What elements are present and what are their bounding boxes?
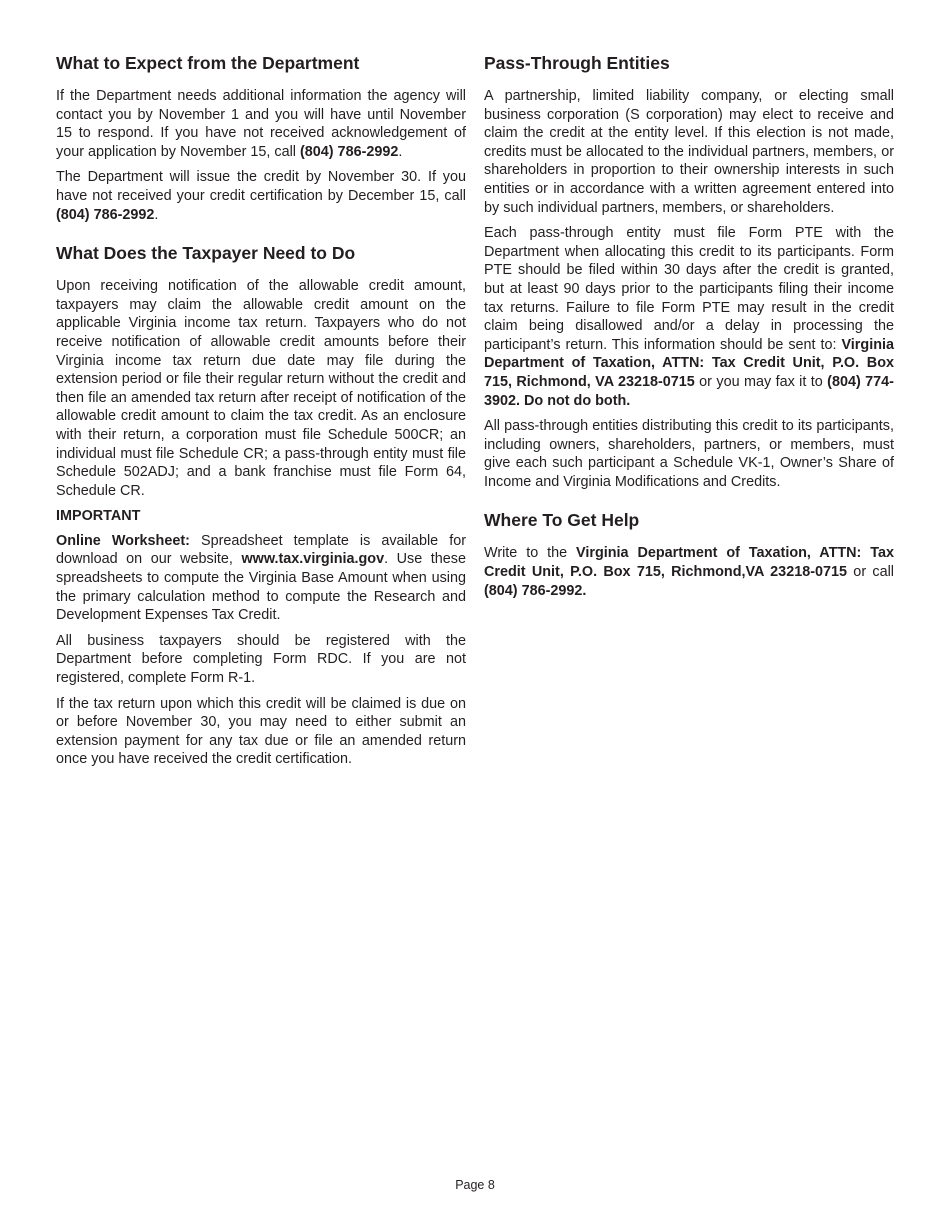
heading-taxpayer-need: What Does the Taxpayer Need to Do xyxy=(56,243,356,264)
heading-what-to-expect: What to Expect from the Department xyxy=(56,53,360,73)
paragraph-expect-2 xyxy=(56,168,466,224)
paragraph-taxpayer-3: All business taxpayers should be registered with the Department before completing Form RDC. If you are not registered, complete Form R-1. xyxy=(56,632,466,687)
fax-number: (804) 774-3902. Do not do both. xyxy=(484,373,894,409)
paragraph-pass-through-1: A partnership, limited liability company, or electing small business corporation (S corporation) may elect to receive and claim the credit at the entity level. If this election is not made, credits must be allocated to the individual partners, members, or shareholders in proportion to their ownership interests in such entities or in accordance with a written agreement entered into by such individual partners, members, or shareholders. xyxy=(484,88,894,216)
phone-number: (804) 786-2992. xyxy=(484,582,587,599)
heading-where-to-get-help: Where To Get Help xyxy=(484,510,640,531)
text: Spreadsheet template is available for download on our website, xyxy=(56,532,466,568)
left-column xyxy=(56,52,466,776)
right-column xyxy=(484,52,894,607)
important-label: IMPORTANT xyxy=(56,508,141,525)
text: . xyxy=(154,206,159,223)
text: . xyxy=(398,143,403,160)
text: The Department will issue the credit by November 30. If you have not received your credit certification by December 15, call xyxy=(56,169,466,204)
mailing-address: Virginia Department of Taxation, ATTN: Tax Credit Unit, P.O. Box 715, Richmond, VA 23218-0715 xyxy=(484,336,894,390)
text: or call xyxy=(847,564,894,581)
text: If the Department needs additional information the agency will contact you by November 1 and you will have until November 15 to respond. If you have not received acknowledgement of your application by November 15, call xyxy=(56,88,466,160)
page-number: Page 8 xyxy=(455,1178,495,1192)
phone-number: (804) 786-2992 xyxy=(299,143,399,160)
text: Write to the xyxy=(484,545,577,562)
phone-number: (804) 786-2992 xyxy=(56,206,155,223)
paragraph-pass-through-2 xyxy=(484,224,894,410)
paragraph-online-worksheet xyxy=(56,532,466,625)
paragraph-taxpayer-1: Upon receiving notification of the allowable credit amount, taxpayers may claim the allowable credit amount on the applicable Virginia income tax return. Taxpayers who do not receive notification of allowable credit amounts before their Virginia income tax return due date may file during the extension period or file their regular return without the credit and then file an amended tax return after receipt of notification of the allowable credit amount to claim the tax credit. As an enclosure with their return, a corporation must file Schedule 500CR; an individual must file Schedule CR; a pass-through entity must file Schedule 502ADJ; and a bank franchise must file Form 64, Schedule CR. xyxy=(56,278,466,499)
heading-pass-through: Pass-Through Entities xyxy=(484,53,670,73)
text: . Use these spreadsheets to compute the Virginia Base Amount when using the primary calculation method to compute the Research and Development Expenses Tax Credit. xyxy=(56,551,466,624)
mailing-address: Virginia Department of Taxation, ATTN: Tax Credit Unit, P.O. Box 715, Richmond,VA 23218-0715 xyxy=(484,545,894,581)
paragraph-help xyxy=(484,544,894,600)
text: Each pass-through entity must file Form PTE with the Department when allocating this credit to its participants. Form PTE should be filed within 30 days after the credit is granted, but at least 90 days prior to the participants filing their income tax returns. Failure to file Form PTE may result in the credit claim being disallowed and/or a delay in processing the participant’s return. This information should be sent to: xyxy=(484,225,894,353)
website-link[interactable]: www.tax.virginia.gov xyxy=(241,551,385,568)
paragraph-expect-1 xyxy=(56,87,466,161)
worksheet-label: Online Worksheet: xyxy=(56,532,190,549)
paragraph-taxpayer-4: If the tax return upon which this credit will be claimed is due on or before November 30, you may need to either submit an extension payment for any tax due or file an amended return once you have received the credit certification. xyxy=(56,695,466,768)
text: or you may fax it to xyxy=(694,373,828,390)
paragraph-pass-through-3: All pass-through entities distributing this credit to its participants, including owners, shareholders, partners, or members, must give each such participant a Schedule VK-1, Owner’s Share of Income and Virginia Modifications and Credits. xyxy=(484,418,894,490)
